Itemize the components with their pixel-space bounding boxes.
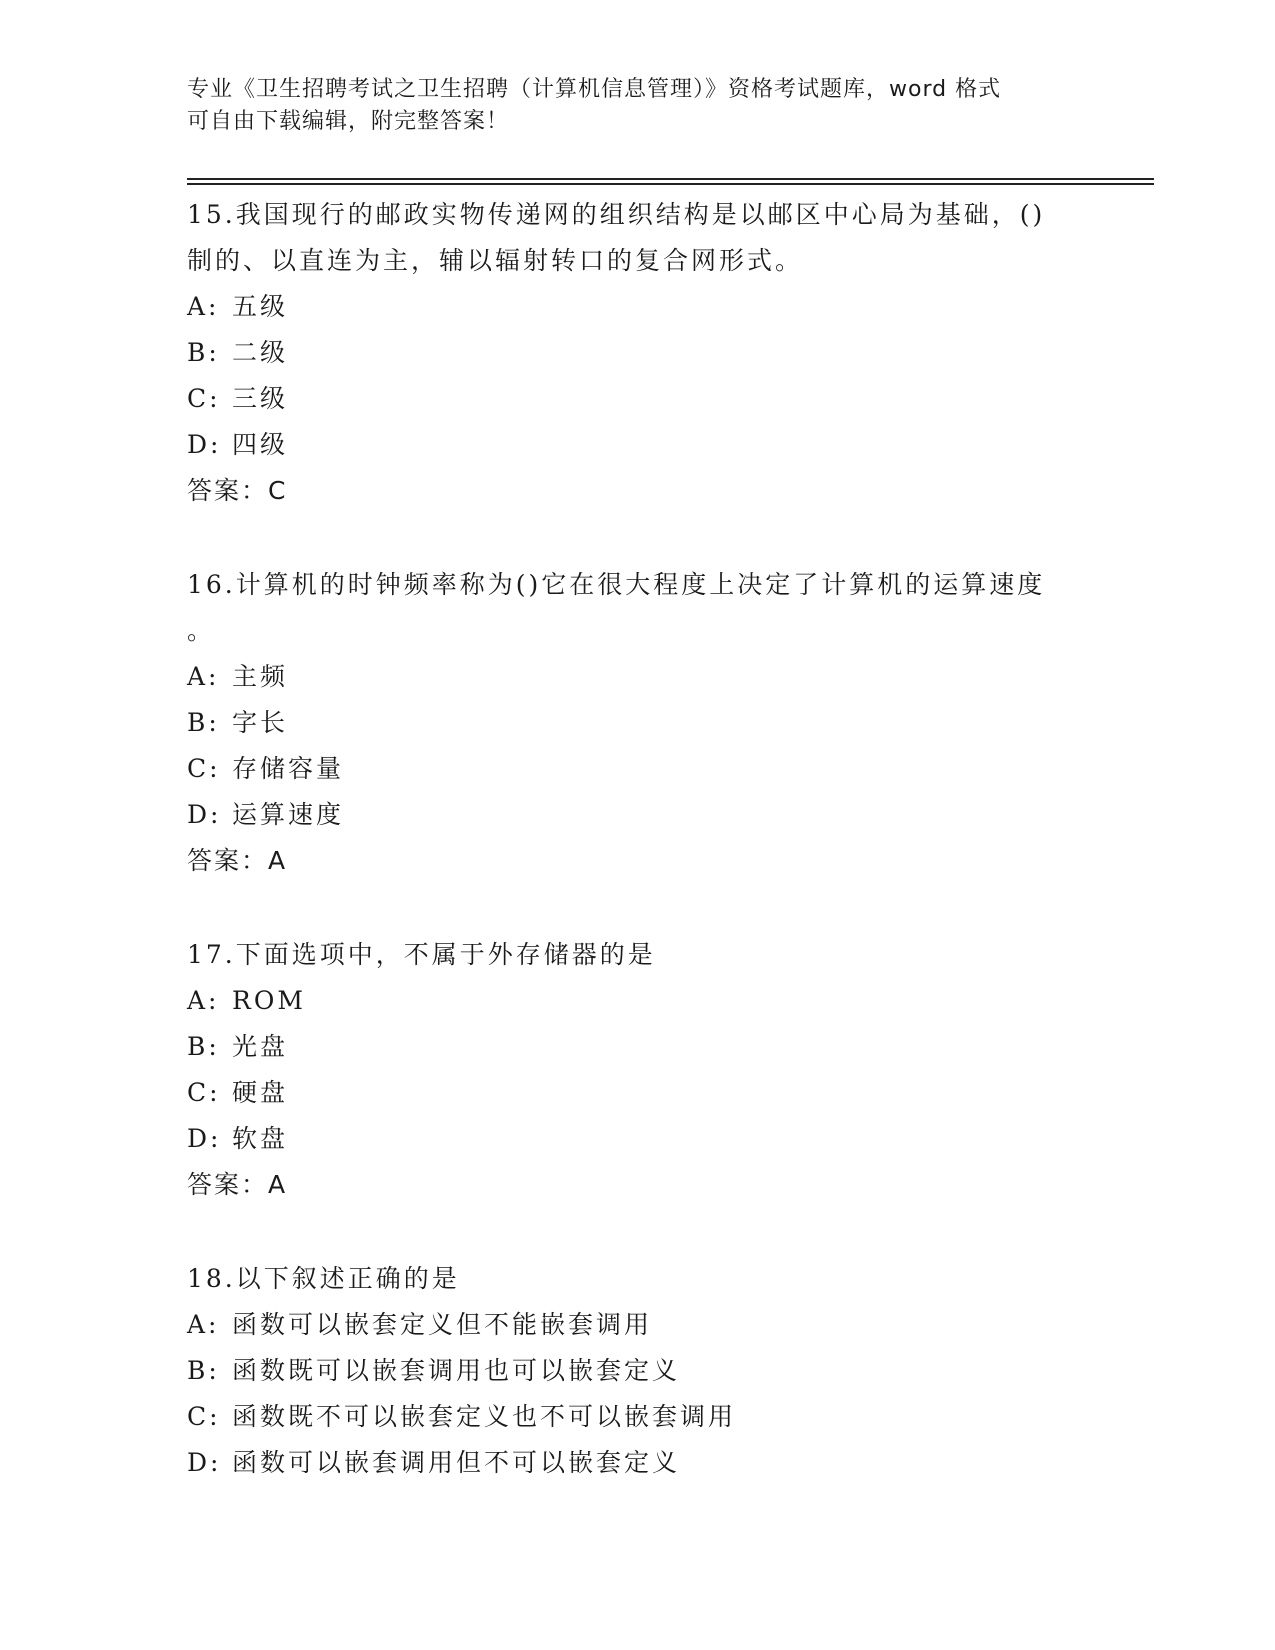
option-letter: C:	[187, 384, 221, 413]
option-text: 字长	[232, 708, 289, 737]
option-b	[187, 700, 1087, 746]
option-c	[187, 1070, 1087, 1116]
question-stem	[187, 192, 1087, 284]
question-stem-line: 15.我国现行的邮政实物传递网的组织结构是以邮区中心局为基础，()	[187, 200, 1046, 229]
option-text: 函数可以嵌套定义但不能嵌套调用	[232, 1310, 653, 1339]
option-letter: D:	[187, 1124, 222, 1153]
option-letter: D:	[187, 800, 222, 829]
option-text: 主频	[232, 662, 289, 691]
option-letter: A:	[187, 1310, 220, 1339]
option-text: 运算速度	[232, 800, 345, 829]
option-letter: D:	[187, 1448, 222, 1477]
option-text: 函数既不可以嵌套定义也不可以嵌套调用	[232, 1402, 737, 1431]
option-b	[187, 1024, 1087, 1070]
option-letter: C:	[187, 1078, 221, 1107]
option-a	[187, 1302, 1087, 1348]
question-stem-line: 制的、以直连为主，辅以辐射转口的复合网形式。	[187, 246, 804, 275]
option-a	[187, 978, 1087, 1024]
question-stem-line: 16.计算机的时钟频率称为()它在很大程度上决定了计算机的运算速度	[187, 570, 1046, 599]
option-c	[187, 746, 1087, 792]
answer-value: A	[268, 846, 288, 875]
option-text: 存储容量	[232, 754, 345, 783]
document-header	[187, 74, 1087, 138]
option-c	[187, 376, 1087, 422]
option-letter: B:	[187, 1032, 220, 1061]
question-stem	[187, 1256, 1087, 1302]
option-letter: D:	[187, 430, 222, 459]
header-line-2: 可自由下载编辑，附完整答案！	[187, 109, 510, 134]
option-letter: A:	[187, 986, 220, 1015]
option-letter: A:	[187, 292, 220, 321]
question-17	[187, 932, 1087, 1208]
question-stem	[187, 562, 1087, 654]
answer-label: 答案：	[187, 846, 269, 875]
option-d	[187, 1116, 1087, 1162]
answer-value: C	[268, 476, 288, 505]
question-stem	[187, 932, 1087, 978]
question-stem-line: 18.以下叙述正确的是	[187, 1264, 460, 1293]
answer-line	[187, 468, 1087, 514]
header-line-1: 专业《卫生招聘考试之卫生招聘（计算机信息管理）》资格考试题库，word 格式	[187, 77, 1002, 102]
answer-label: 答案：	[187, 1170, 269, 1199]
option-text: 五级	[232, 292, 289, 321]
question-16	[187, 562, 1087, 884]
option-b	[187, 1348, 1087, 1394]
option-letter: A:	[187, 662, 220, 691]
option-letter: C:	[187, 754, 221, 783]
option-text: 硬盘	[232, 1078, 289, 1107]
option-c	[187, 1394, 1087, 1440]
option-text: ROM	[232, 986, 306, 1015]
answer-label: 答案：	[187, 476, 269, 505]
answer-line	[187, 838, 1087, 884]
answer-line	[187, 1162, 1087, 1208]
option-letter: B:	[187, 338, 220, 367]
option-d	[187, 1440, 1087, 1486]
option-d	[187, 422, 1087, 468]
answer-value: A	[268, 1170, 288, 1199]
question-18	[187, 1256, 1087, 1486]
question-stem-line: 。	[187, 616, 216, 645]
option-d	[187, 792, 1087, 838]
option-text: 函数既可以嵌套调用也可以嵌套定义	[232, 1356, 681, 1385]
option-text: 二级	[232, 338, 289, 367]
question-list	[187, 192, 1087, 1534]
option-text: 四级	[232, 430, 289, 459]
option-b	[187, 330, 1087, 376]
header-divider-bottom	[187, 183, 1154, 185]
question-stem-line: 17.下面选项中，不属于外存储器的是	[187, 940, 656, 969]
header-divider-top	[187, 178, 1154, 180]
option-text: 软盘	[232, 1124, 289, 1153]
option-text: 三级	[232, 384, 289, 413]
option-letter: B:	[187, 1356, 220, 1385]
question-15	[187, 192, 1087, 514]
option-letter: B:	[187, 708, 220, 737]
option-letter: C:	[187, 1402, 221, 1431]
option-a	[187, 654, 1087, 700]
option-text: 光盘	[232, 1032, 289, 1061]
option-a	[187, 284, 1087, 330]
option-text: 函数可以嵌套调用但不可以嵌套定义	[232, 1448, 681, 1477]
